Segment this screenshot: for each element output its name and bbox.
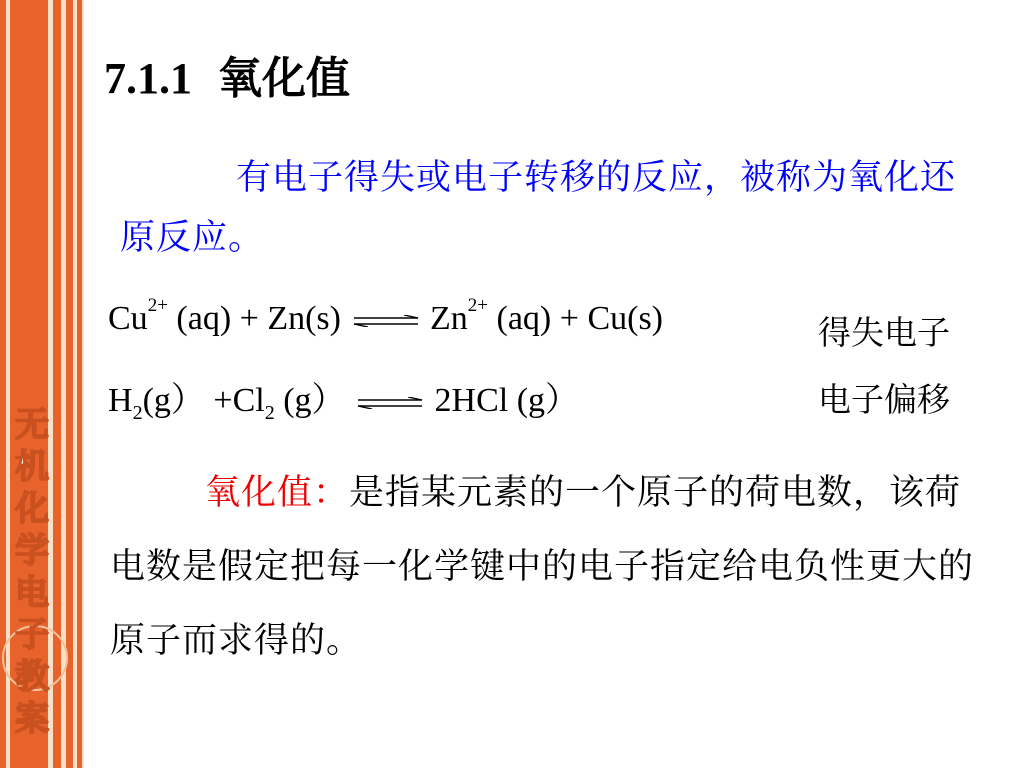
- side-band: [82, 0, 84, 768]
- equation-h2-cl2: [108, 372, 580, 424]
- logo-char: 无: [15, 405, 49, 445]
- definition-text: 是指某元素的一个原子的荷电数，该荷电数是假定把每一化学键中的电子指定给电负性更大的原子而求得的。: [110, 473, 975, 661]
- phase: (g）: [516, 382, 580, 419]
- side-decoration: [0, 0, 84, 768]
- species: Cu(s): [587, 300, 663, 337]
- charge: 2+: [147, 294, 168, 316]
- phase: (g）: [283, 382, 346, 419]
- logo-char: 案: [15, 699, 49, 739]
- equation-note-electron-shift: 电子偏移: [818, 380, 950, 419]
- definition-paragraph: [110, 456, 990, 678]
- equation-note-electron-transfer: 得失电子: [818, 313, 950, 352]
- section-title: [104, 42, 350, 106]
- logo-char: 子: [15, 615, 49, 655]
- species: 2HCl: [434, 382, 509, 419]
- logo-char: 电: [15, 573, 49, 613]
- species: H: [108, 382, 133, 419]
- plus-sign: +: [213, 382, 233, 419]
- subscript: 2: [264, 401, 275, 424]
- logo-char: 化: [15, 489, 49, 529]
- charge: 2+: [467, 294, 488, 316]
- logo-char: 机: [15, 447, 49, 487]
- phase: (aq): [176, 300, 232, 337]
- equation-cu-zn: [108, 294, 663, 338]
- section-heading: 氧化值: [218, 53, 350, 104]
- logo-char: 学: [15, 531, 49, 571]
- species: Cu: [108, 300, 148, 337]
- species: Zn: [430, 300, 468, 337]
- plus-sign: +: [239, 300, 259, 337]
- subscript: 2: [132, 401, 143, 424]
- logo-char: 教: [15, 657, 49, 697]
- phase: (aq): [496, 300, 552, 337]
- definition-term: 氧化值：: [205, 473, 350, 513]
- vertical-logo: [6, 404, 58, 740]
- plus-sign: +: [559, 300, 579, 337]
- species: Zn(s): [267, 300, 341, 337]
- section-number: 7.1.1: [104, 54, 192, 103]
- intro-paragraph: 有电子得失或电子转移的反应，被称为氧化还原反应。: [120, 158, 957, 258]
- equilibrium-arrow-icon: [352, 315, 420, 327]
- phase: (g）: [142, 382, 205, 419]
- species: Cl: [232, 382, 265, 419]
- equilibrium-arrow-icon: [356, 397, 424, 409]
